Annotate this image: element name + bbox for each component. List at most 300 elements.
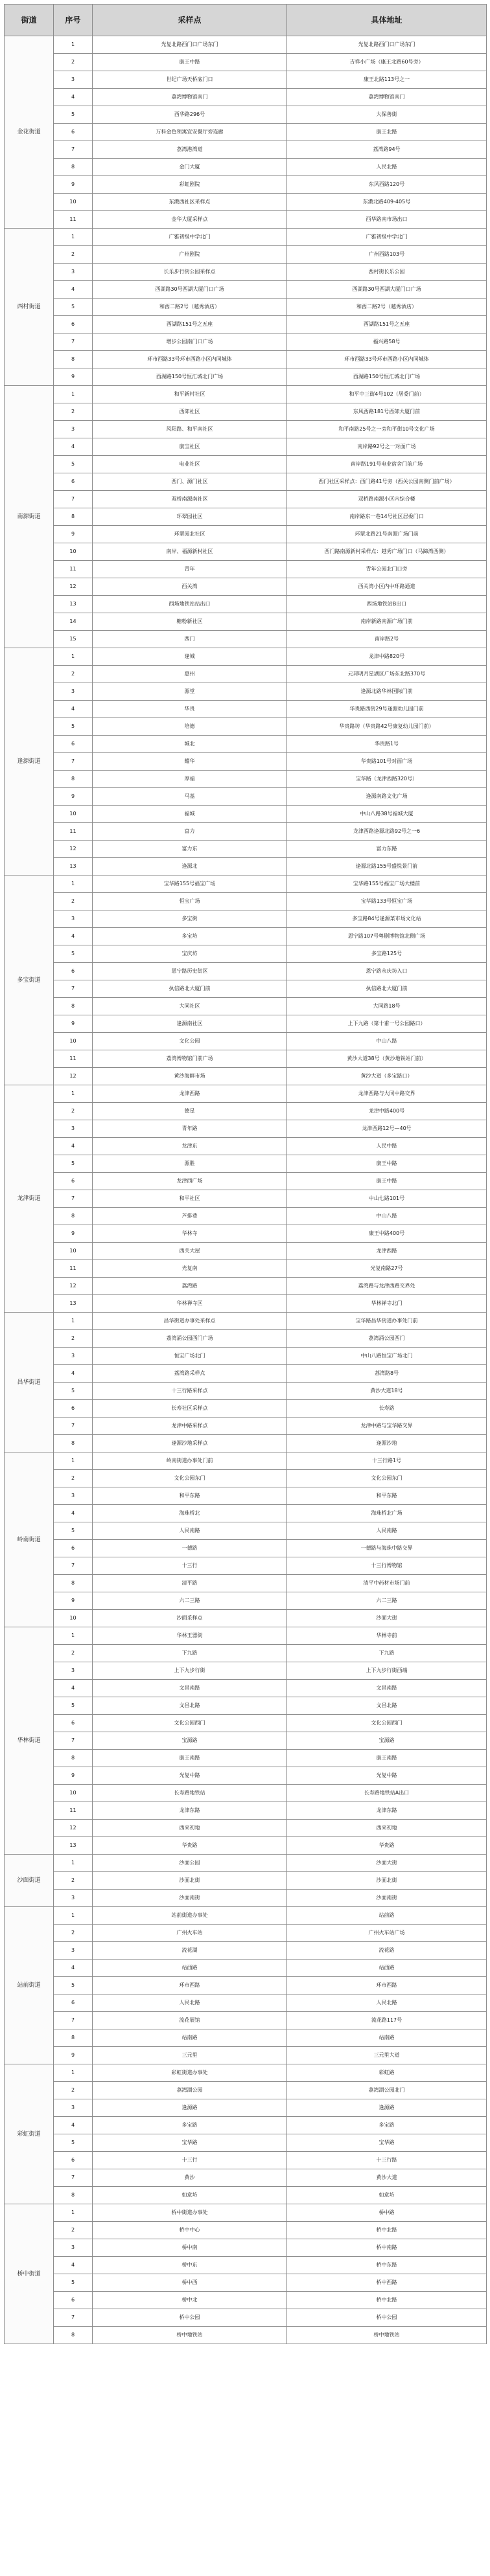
- row-number: 7: [54, 2012, 93, 2029]
- address: 吉祥小广场（康王北路60号旁）: [287, 54, 487, 71]
- table-row: [5, 2274, 487, 2292]
- table-row: [5, 491, 487, 508]
- sampling-point: 惠州: [93, 666, 287, 683]
- table-row: [5, 159, 487, 176]
- table-row: [5, 141, 487, 159]
- table-row: [5, 264, 487, 281]
- table-row: [5, 648, 487, 666]
- table-row: [5, 2204, 487, 2222]
- street-name: 逢源街道: [5, 648, 54, 876]
- row-number: 5: [54, 718, 93, 736]
- table-row: [5, 456, 487, 473]
- sampling-point: 华贵路: [93, 1837, 287, 1855]
- address: 光复北路西门口广场东门: [287, 36, 487, 54]
- table-row: [5, 1173, 487, 1190]
- sampling-point: 华林玉器街: [93, 1627, 287, 1645]
- address: 康王中路: [287, 1155, 487, 1173]
- header-address: 具体地址: [287, 5, 487, 36]
- row-number: 8: [54, 998, 93, 1015]
- sampling-point: 西关湾: [93, 578, 287, 596]
- row-number: 1: [54, 648, 93, 666]
- table-row: [5, 1767, 487, 1785]
- address: 大保善街: [287, 106, 487, 124]
- address: 康王中路: [287, 1173, 487, 1190]
- sampling-point: 文化公园: [93, 1033, 287, 1050]
- row-number: 7: [54, 980, 93, 998]
- table-row: [5, 858, 487, 876]
- table-row: [5, 316, 487, 333]
- sampling-point: 西华路296号: [93, 106, 287, 124]
- address: 西湖路151号之五座: [287, 316, 487, 333]
- row-number: 6: [54, 963, 93, 980]
- address: 逢源沙地: [287, 1435, 487, 1452]
- row-number: 2: [54, 1103, 93, 1120]
- row-number: 10: [54, 1785, 93, 1802]
- table-row: [5, 1033, 487, 1050]
- table-row: [5, 1627, 487, 1645]
- address: 宝华路昌华街道办事处门前: [287, 1313, 487, 1330]
- address: 站西路: [287, 1960, 487, 1977]
- table-row: [5, 1522, 487, 1540]
- table-row: [5, 718, 487, 736]
- row-number: 4: [54, 2257, 93, 2274]
- sampling-point: 宝源路: [93, 1732, 287, 1750]
- row-number: 3: [54, 1348, 93, 1365]
- sampling-point: 多宝坊: [93, 928, 287, 945]
- table-row: [5, 403, 487, 421]
- address: 逢源南路文化广场: [287, 788, 487, 806]
- row-number: 8: [54, 2187, 93, 2204]
- row-number: 2: [54, 2082, 93, 2099]
- table-row: [5, 2169, 487, 2187]
- sampling-point: 福城: [93, 806, 287, 823]
- address: 南岸路92号之一对面广场: [287, 438, 487, 456]
- sampling-point: 华贵: [93, 701, 287, 718]
- row-number: 11: [54, 823, 93, 841]
- table-row: [5, 1855, 487, 1872]
- table-row: [5, 666, 487, 683]
- address: 文化公园东门: [287, 1470, 487, 1487]
- sampling-point: 文化公园东门: [93, 1470, 287, 1487]
- address: 沙面北街: [287, 1872, 487, 1890]
- table-row: [5, 2117, 487, 2134]
- sampling-point: 大同社区: [93, 998, 287, 1015]
- row-number: 2: [54, 1330, 93, 1348]
- row-number: 6: [54, 1715, 93, 1732]
- address: 华贵路坊（华贵路42号康复幼儿园门前）: [287, 718, 487, 736]
- address: 文昌南路: [287, 1680, 487, 1697]
- row-number: 1: [54, 386, 93, 403]
- street-name: 金花街道: [5, 36, 54, 229]
- address: 彩虹路: [287, 2064, 487, 2082]
- address: 桥中地铁站: [287, 2327, 487, 2344]
- table-row: [5, 1190, 487, 1208]
- address: 华贵路101号对面广场: [287, 753, 487, 771]
- street-name: 彩虹街道: [5, 2064, 54, 2204]
- sampling-point: 沙面采样点: [93, 1610, 287, 1627]
- address: 和平东路: [287, 1487, 487, 1505]
- table-row: [5, 1575, 487, 1592]
- row-number: 1: [54, 2204, 93, 2222]
- table-row: [5, 386, 487, 403]
- table-row: [5, 1208, 487, 1225]
- sampling-point: 沙面北街: [93, 1872, 287, 1890]
- table-row: [5, 1295, 487, 1313]
- address: 龙津西路逢源北路92号之一6: [287, 823, 487, 841]
- sampling-point: 流花湖: [93, 1942, 287, 1960]
- table-row: [5, 1942, 487, 1960]
- address: 西湖路30号西湖大厦门口广场: [287, 281, 487, 299]
- address: 如意坊: [287, 2187, 487, 2204]
- row-number: 3: [54, 1662, 93, 1680]
- table-row: [5, 421, 487, 438]
- table-row: [5, 2187, 487, 2204]
- table-row: [5, 998, 487, 1015]
- address: 上下九步行街西端: [287, 1662, 487, 1680]
- sampling-point: 恒宝广场: [93, 893, 287, 910]
- row-number: 12: [54, 1820, 93, 1837]
- address: 黄沙大道38号（黄沙地铁站门前）: [287, 1050, 487, 1068]
- sampling-point: 西门: [93, 631, 287, 648]
- table-row: [5, 1015, 487, 1033]
- address: 人民中路: [287, 1138, 487, 1155]
- sampling-point: 西郊社区: [93, 403, 287, 421]
- table-row: [5, 1732, 487, 1750]
- row-number: 5: [54, 1383, 93, 1400]
- address: 上下九路（第十甫一号公园路口）: [287, 1015, 487, 1033]
- row-number: 13: [54, 1837, 93, 1855]
- address: 广州西路103号: [287, 246, 487, 264]
- table-row: [5, 1085, 487, 1103]
- sampling-point: 西场地铁站站出口: [93, 596, 287, 613]
- table-row: [5, 106, 487, 124]
- row-number: 12: [54, 841, 93, 858]
- address: 宝华路155号福宝广场大楼前: [287, 876, 487, 893]
- address: 元邦明月星湖区广场东北路370号: [287, 666, 487, 683]
- address: 福兴路58号: [287, 333, 487, 351]
- table-row: [5, 1278, 487, 1295]
- address: 十三行路: [287, 2152, 487, 2169]
- table-row: [5, 2222, 487, 2239]
- address: 环市西路33号环市西路小区内同城体: [287, 351, 487, 368]
- table-row: [5, 176, 487, 194]
- address: 西村街长乐公园: [287, 264, 487, 281]
- header-street: 街道: [5, 5, 54, 36]
- row-number: 10: [54, 1610, 93, 1627]
- sampling-point: 桥中中心: [93, 2222, 287, 2239]
- row-number: 4: [54, 1505, 93, 1522]
- sampling-point: 荔湾湖公园: [93, 2082, 287, 2099]
- sampling-point: 西湖路150号恒汇城北门广场: [93, 368, 287, 386]
- sampling-point: 多宝街: [93, 910, 287, 928]
- sampling-point: 广州火车站: [93, 1925, 287, 1942]
- sampling-point: 西湖路30号西湖大厦门口广场: [93, 281, 287, 299]
- address: 南岸新路南源广场门前: [287, 613, 487, 631]
- sampling-point: 站前街道办事处: [93, 1907, 287, 1925]
- sampling-point: 昌华街道办事处采样点: [93, 1313, 287, 1330]
- row-number: 15: [54, 631, 93, 648]
- sampling-point: 桥中北: [93, 2292, 287, 2309]
- sampling-point: 龙津中路采样点: [93, 1418, 287, 1435]
- sampling-point: 桥中街道办事处: [93, 2204, 287, 2222]
- sampling-point: 六二三路: [93, 1592, 287, 1610]
- table-row: [5, 980, 487, 998]
- row-number: 10: [54, 194, 93, 211]
- sampling-point: 环翠园社区: [93, 508, 287, 526]
- sampling-point: 和平社区: [93, 1190, 287, 1208]
- sampling-point: 光复中路: [93, 1767, 287, 1785]
- address: 荔湾博物馆南门: [287, 89, 487, 106]
- address: 黄沙大道: [287, 2169, 487, 2187]
- row-number: 3: [54, 683, 93, 701]
- table-row: [5, 194, 487, 211]
- row-number: 5: [54, 106, 93, 124]
- sampling-point: 人民南路: [93, 1522, 287, 1540]
- row-number: 2: [54, 666, 93, 683]
- address: 南岸路东一巷14号社区居委门口: [287, 508, 487, 526]
- table-row: [5, 561, 487, 578]
- row-number: 3: [54, 71, 93, 89]
- table-row: [5, 1313, 487, 1330]
- sampling-point: 恩宁路历史街区: [93, 963, 287, 980]
- address: 沙面南街: [287, 1890, 487, 1907]
- table-row: [5, 333, 487, 351]
- row-number: 8: [54, 508, 93, 526]
- address: 宝华路（龙津西路320号）: [287, 771, 487, 788]
- sampling-point: 光复北路西门口广场东门: [93, 36, 287, 54]
- street-name: 多宝街道: [5, 876, 54, 1085]
- sampling-point: 康王中路: [93, 54, 287, 71]
- sampling-point: 下九路: [93, 1645, 287, 1662]
- table-row: [5, 1348, 487, 1365]
- sampling-point: 逢源北: [93, 858, 287, 876]
- table-row: [5, 823, 487, 841]
- sampling-point: 西门、源门社区: [93, 473, 287, 491]
- row-number: 3: [54, 1487, 93, 1505]
- address: 人民北路: [287, 159, 487, 176]
- table-row: [5, 1785, 487, 1802]
- table-row: [5, 508, 487, 526]
- sampling-point: 十三行路采样点: [93, 1383, 287, 1400]
- sampling-point: 和平新村社区: [93, 386, 287, 403]
- sampling-point: 宝华路: [93, 2134, 287, 2152]
- sampling-point: 马基: [93, 788, 287, 806]
- table-row: [5, 89, 487, 106]
- row-number: 7: [54, 491, 93, 508]
- sampling-point: 世纪广场天桥底门口: [93, 71, 287, 89]
- table-row: [5, 1697, 487, 1715]
- address: 东风西路120号: [287, 176, 487, 194]
- row-number: 5: [54, 299, 93, 316]
- address: 光复南路27号: [287, 1260, 487, 1278]
- row-number: 2: [54, 2222, 93, 2239]
- table-row: [5, 578, 487, 596]
- street-name: 龙津街道: [5, 1085, 54, 1313]
- sampling-point: 站南路: [93, 2029, 287, 2047]
- sampling-point: 海珠桥北: [93, 1505, 287, 1522]
- row-number: 7: [54, 1732, 93, 1750]
- address: 六二三路: [287, 1592, 487, 1610]
- address: 宝华路133号恒宝广场: [287, 893, 487, 910]
- address: 海珠桥北广场: [287, 1505, 487, 1522]
- table-row: [5, 1243, 487, 1260]
- table-row: [5, 2099, 487, 2117]
- row-number: 1: [54, 1855, 93, 1872]
- table-row: [5, 299, 487, 316]
- address: 青年公园北门口旁: [287, 561, 487, 578]
- row-number: 7: [54, 1418, 93, 1435]
- row-number: 6: [54, 316, 93, 333]
- row-number: 8: [54, 1575, 93, 1592]
- table-row: [5, 963, 487, 980]
- row-number: 4: [54, 89, 93, 106]
- address: 环市西路: [287, 1977, 487, 1994]
- table-row: [5, 1872, 487, 1890]
- sampling-point: 桥中地铁站: [93, 2327, 287, 2344]
- table-row: [5, 928, 487, 945]
- row-number: 3: [54, 1942, 93, 1960]
- address: 黄沙大道（多宝路口）: [287, 1068, 487, 1085]
- address: 站前路: [287, 1907, 487, 1925]
- address: 桥中北路: [287, 2222, 487, 2239]
- row-number: 7: [54, 1557, 93, 1575]
- table-row: [5, 736, 487, 753]
- row-number: 12: [54, 1068, 93, 1085]
- address: 华林禅寺北门: [287, 1295, 487, 1313]
- address: 龙津中路与宝华路交界: [287, 1418, 487, 1435]
- table-row: [5, 945, 487, 963]
- address: 龙津东路: [287, 1802, 487, 1820]
- sampling-point: 广雅初级中学北门: [93, 229, 287, 246]
- sampling-point: 双桥南源南社区: [93, 491, 287, 508]
- row-number: 5: [54, 2274, 93, 2292]
- sampling-point: 宝华路155号福宝广场: [93, 876, 287, 893]
- sampling-point: 桥中南: [93, 2239, 287, 2257]
- row-number: 1: [54, 1313, 93, 1330]
- table-row: [5, 1610, 487, 1627]
- table-row: [5, 788, 487, 806]
- table-row: [5, 876, 487, 893]
- address: 康王北路: [287, 124, 487, 141]
- sampling-point: 荔湾博物馆南门: [93, 89, 287, 106]
- row-number: 9: [54, 788, 93, 806]
- row-number: 5: [54, 945, 93, 963]
- sampling-point: 黄沙海鲜市场: [93, 1068, 287, 1085]
- address: 人民北路: [287, 1994, 487, 2012]
- row-number: 3: [54, 264, 93, 281]
- address: 广州火车站广场: [287, 1925, 487, 1942]
- sampling-point: 一德路: [93, 1540, 287, 1557]
- sampling-point: 龙津西广场: [93, 1173, 287, 1190]
- sampling-point: 康宝社区: [93, 438, 287, 456]
- address: 龙津西路与大同中路交界: [287, 1085, 487, 1103]
- row-number: 1: [54, 36, 93, 54]
- address: 站南路: [287, 2029, 487, 2047]
- street-name: 昌华街道: [5, 1313, 54, 1452]
- sampling-point: 华林寺: [93, 1225, 287, 1243]
- table-row: [5, 543, 487, 561]
- sampling-point: 广州剧院: [93, 246, 287, 264]
- sampling-point: 逢源沙地采样点: [93, 1435, 287, 1452]
- table-row: [5, 2082, 487, 2099]
- row-number: 1: [54, 1085, 93, 1103]
- table-row: [5, 1890, 487, 1907]
- table-row: [5, 1557, 487, 1575]
- address: 流花路117号: [287, 2012, 487, 2029]
- table-row: [5, 1120, 487, 1138]
- header-number: 序号: [54, 5, 93, 36]
- address: 执信路北大厦门前: [287, 980, 487, 998]
- row-number: 11: [54, 561, 93, 578]
- address: 华贵路: [287, 1837, 487, 1855]
- table-row: [5, 54, 487, 71]
- address: 三元里大道: [287, 2047, 487, 2064]
- table-row: [5, 1505, 487, 1522]
- table-row: [5, 1435, 487, 1452]
- row-number: 9: [54, 526, 93, 543]
- address: 龙津西路12号—40号: [287, 1120, 487, 1138]
- sampling-point: 沙面南街: [93, 1890, 287, 1907]
- address: 恩宁路107号粤剧博物馆北侧广场: [287, 928, 487, 945]
- row-number: 2: [54, 403, 93, 421]
- address: 荔湾涌公园西门: [287, 1330, 487, 1348]
- address: 沙面大街: [287, 1610, 487, 1627]
- street-name: 岭南街道: [5, 1452, 54, 1627]
- address: 多宝路: [287, 2117, 487, 2134]
- table-row: [5, 841, 487, 858]
- sampling-point: 黄沙: [93, 2169, 287, 2187]
- sampling-point: 荔湾涌公园西门广场: [93, 1330, 287, 1348]
- street-name: 桥中街道: [5, 2204, 54, 2344]
- address: 中山八路恒宝广场北门: [287, 1348, 487, 1365]
- row-number: 8: [54, 1750, 93, 1767]
- address: 一德路与海珠中路交界: [287, 1540, 487, 1557]
- address: 桥中南路: [287, 2239, 487, 2257]
- row-number: 7: [54, 753, 93, 771]
- table-row: [5, 1715, 487, 1732]
- sampling-point: 恒宝广场北门: [93, 1348, 287, 1365]
- table-row: [5, 1400, 487, 1418]
- sampling-point: 沙面公园: [93, 1855, 287, 1872]
- table-row: [5, 2257, 487, 2274]
- sampling-point: 风阳路、和平南社区: [93, 421, 287, 438]
- row-number: 11: [54, 1260, 93, 1278]
- sampling-point: 德星: [93, 1103, 287, 1120]
- sampling-point: 流花展馆: [93, 2012, 287, 2029]
- table-row: [5, 701, 487, 718]
- row-number: 2: [54, 1925, 93, 1942]
- sampling-point: 光复南: [93, 1260, 287, 1278]
- sampling-point: 源胜: [93, 1155, 287, 1173]
- sampling-point: 环翠园北社区: [93, 526, 287, 543]
- sampling-point: 彩虹街道办事处: [93, 2064, 287, 2082]
- row-number: 12: [54, 1278, 93, 1295]
- row-number: 10: [54, 1033, 93, 1050]
- address: 人民南路: [287, 1522, 487, 1540]
- sampling-point: 万科金色领寓宜安餐厅旁连廊: [93, 124, 287, 141]
- table-row: [5, 1155, 487, 1173]
- address: 富力东路: [287, 841, 487, 858]
- sampling-point: 站西路: [93, 1960, 287, 1977]
- table-row: [5, 631, 487, 648]
- row-number: 1: [54, 1907, 93, 1925]
- row-number: 4: [54, 1365, 93, 1383]
- sampling-point: 龙津东: [93, 1138, 287, 1155]
- table-row: [5, 2029, 487, 2047]
- table-row: [5, 438, 487, 456]
- sampling-point: 南岸、福源新村社区: [93, 543, 287, 561]
- address: 东风西路181号西郊大厦门前: [287, 403, 487, 421]
